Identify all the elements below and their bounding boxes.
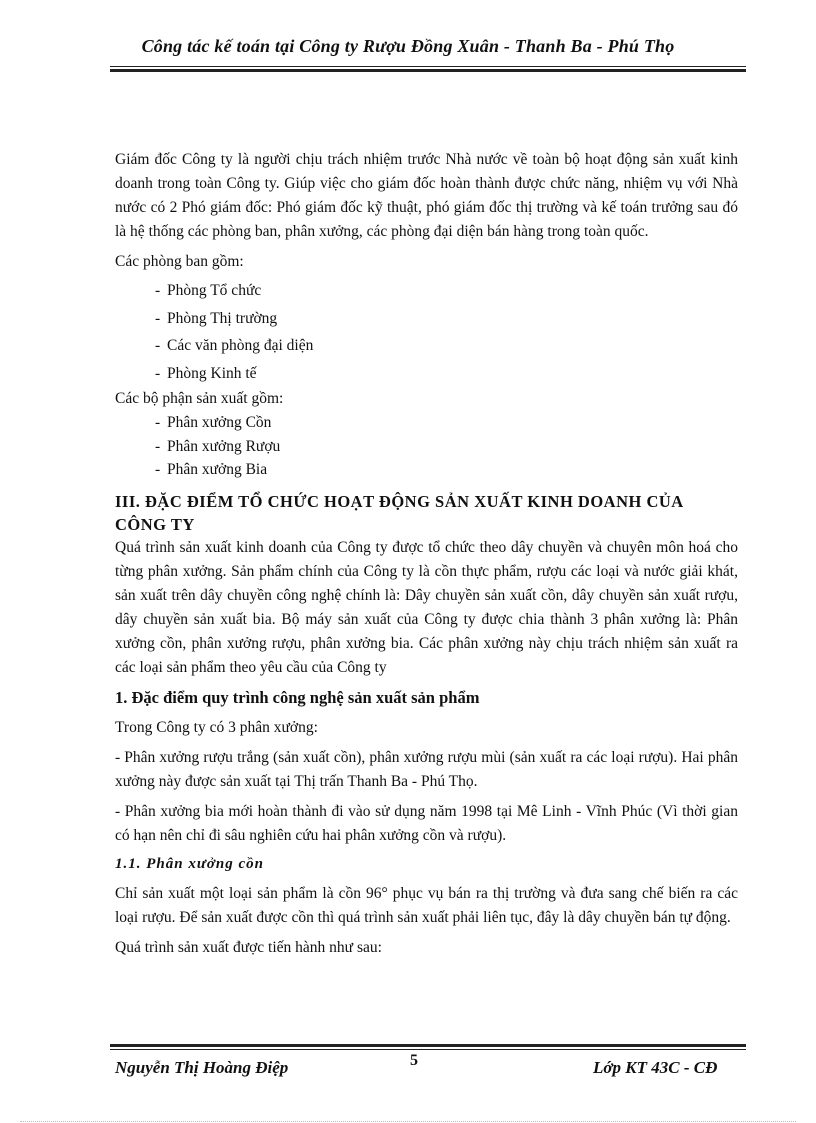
list-item: - Phòng Thị trường [155,309,278,327]
section-3-heading: III. ĐẶC ĐIỂM TỔ CHỨC HOẠT ĐỘNG SẢN XUẤT KINH DOANH CỦA CÔNG TY [115,491,683,534]
page-number: 5 [410,1052,418,1069]
footer-class: Lớp KT 43C - CĐ [593,1058,718,1077]
units-list [115,411,738,482]
list-item: - Phòng Kinh tế [155,364,257,382]
workshops-line-2: - Phân xưởng bia mới hoàn thành đi vào sử dụng năm 1998 tại Mê Linh - Vĩnh Phúc (Vì thời gian có hạn nên chỉ đi sâu nghiên cứu hai phân xưởng cồn và rượu). [115,802,738,844]
unit-name: Phân xưởng Bia [167,461,268,478]
department-name: Phòng Thị trường [167,309,278,327]
section-3-paragraph: Quá trình sản xuất kinh doanh của Công ty được tổ chức theo dây chuyền và chuyên môn hoá cho từng phân xưởng. Sản phẩm chính của Công ty là cồn thực phẩm, rượu các loại và nước giải khát, sản xuất trên dây chuyền công nghệ chính là: Dây chuyền sản xuất cồn, dây chuyền sản xuất rượu, dây chuyền sản xuất bia. Bộ máy sản xuất của Công ty được chia thành 3 phân xưởng là: Phân xưởng cồn, phân xưởng rượu, phân xưởng bia. Các phân xưởng này chịu trách nhiệm sản xuất ra các loại sản phẩm theo yêu cầu của Công ty [115,538,738,676]
departments-label: Các phòng ban gồm: [115,253,244,270]
header-rule-thin [110,66,746,67]
list-item: - Phân xưởng Rượu [155,437,281,455]
list-item: - Phân xưởng Bia [155,461,268,478]
unit-name: Phân xưởng Cồn [167,414,272,431]
units-label: Các bộ phận sản xuất gồm: [115,390,284,407]
workshops-line-1: - Phân xưởng rượu trắng (sản xuất cồn), phân xưởng rượu mùi (sản xuất ra các loại rượu). Hai phân xưởng này được sản xuất tại Thị trấn Thanh Ba - Phú Thọ. [115,748,738,790]
document-body [115,148,738,960]
process-intro: Quá trình sản xuất được tiến hành như sau: [115,938,382,956]
list-item: - Phân xưởng Cồn [155,414,272,431]
department-name: Phòng Tổ chức [167,282,262,299]
footer-rule-thin [110,1049,746,1050]
header-rule-thick [110,69,746,72]
alcohol-paragraph: Chỉ sản xuất một loại sản phẩm là cồn 96° phục vụ bán ra thị trường và đưa sang chế biến ra các loại rượu. Để sản xuất được cồn thì quá trình sản xuất phải liên tục, đây là dây chuyền bán tự động. [115,884,738,926]
page-header-title: Công tác kế toán tại Công ty Rượu Đồng Xuân - Thanh Ba - Phú Thọ [141,36,675,56]
footer-rule-thick [110,1044,746,1047]
departments-list [115,277,738,387]
list-item: - Phòng Tổ chức [155,282,262,299]
list-item: - Các văn phòng đại diện [155,337,314,354]
department-name: Phòng Kinh tế [167,364,257,382]
workshops-intro: Trong Công ty có 3 phân xưởng: [115,718,318,736]
subsection-1-heading: 1. Đặc điểm quy trình công nghệ sản xuất sản phẩm [115,687,480,707]
department-name: Các văn phòng đại diện [167,337,314,354]
unit-name: Phân xưởng Rượu [167,437,281,455]
page-edge-dotted-line [20,1121,796,1122]
intro-paragraph: Giám đốc Công ty là người chịu trách nhiệm trước Nhà nước về toàn bộ hoạt động sản xuất kinh doanh trong toàn Công ty. Giúp việc cho giám đốc hoàn thành được chức năng, nhiệm vụ với Nhà nước có 2 Phó giám đốc: Phó giám đốc kỹ thuật, phó giám đốc thị trường và kế toán trưởng sau đó là hệ thống các phòng ban, phân xưởng, các phòng đại diện bán hàng trong toàn quốc. [115,151,738,240]
subsection-1-1-heading: 1.1. Phân xưởng cồn [115,855,264,872]
footer-author: Nguyễn Thị Hoàng Điệp [115,1058,289,1077]
